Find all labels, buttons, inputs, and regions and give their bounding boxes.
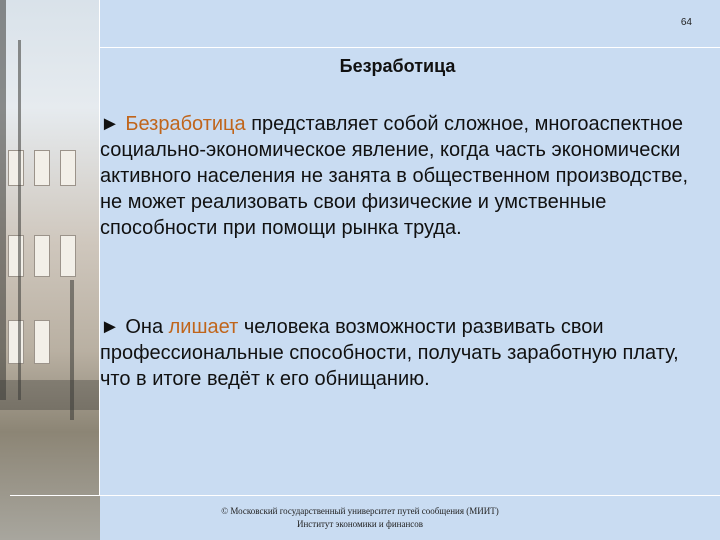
highlight-verb: лишает bbox=[168, 316, 239, 338]
paragraph-consequence bbox=[100, 314, 700, 392]
paragraph-text: представляет собой сложное, многоаспектное социально-экономическое явление, когда часть экономически активного населения не занята в общественном производстве, не может реализовать свои физические и умственные способности при помощи рынка труда. bbox=[100, 113, 689, 239]
footer bbox=[200, 505, 520, 531]
bullet-icon: ► bbox=[100, 113, 120, 135]
paragraph-text: человека возможности развивать свои профессиональные способности, получать заработную плату, что в итоге ведёт к его обнищанию. bbox=[100, 316, 679, 390]
footer-copyright: © Московский государственный университет путей сообщения (МИИТ) bbox=[221, 506, 499, 516]
highlight-term: Безработица bbox=[125, 113, 246, 135]
footer-institute: Институт экономики и финансов bbox=[296, 519, 424, 529]
slide-title: Безработица bbox=[339, 56, 456, 76]
header-divider bbox=[99, 47, 720, 48]
paragraph-lead: Она bbox=[119, 316, 169, 338]
building-photo bbox=[0, 0, 100, 540]
page-number: 64 bbox=[680, 17, 692, 28]
bullet-icon: ► bbox=[100, 316, 120, 338]
footer-divider bbox=[10, 495, 720, 496]
paragraph-definition bbox=[100, 111, 700, 241]
